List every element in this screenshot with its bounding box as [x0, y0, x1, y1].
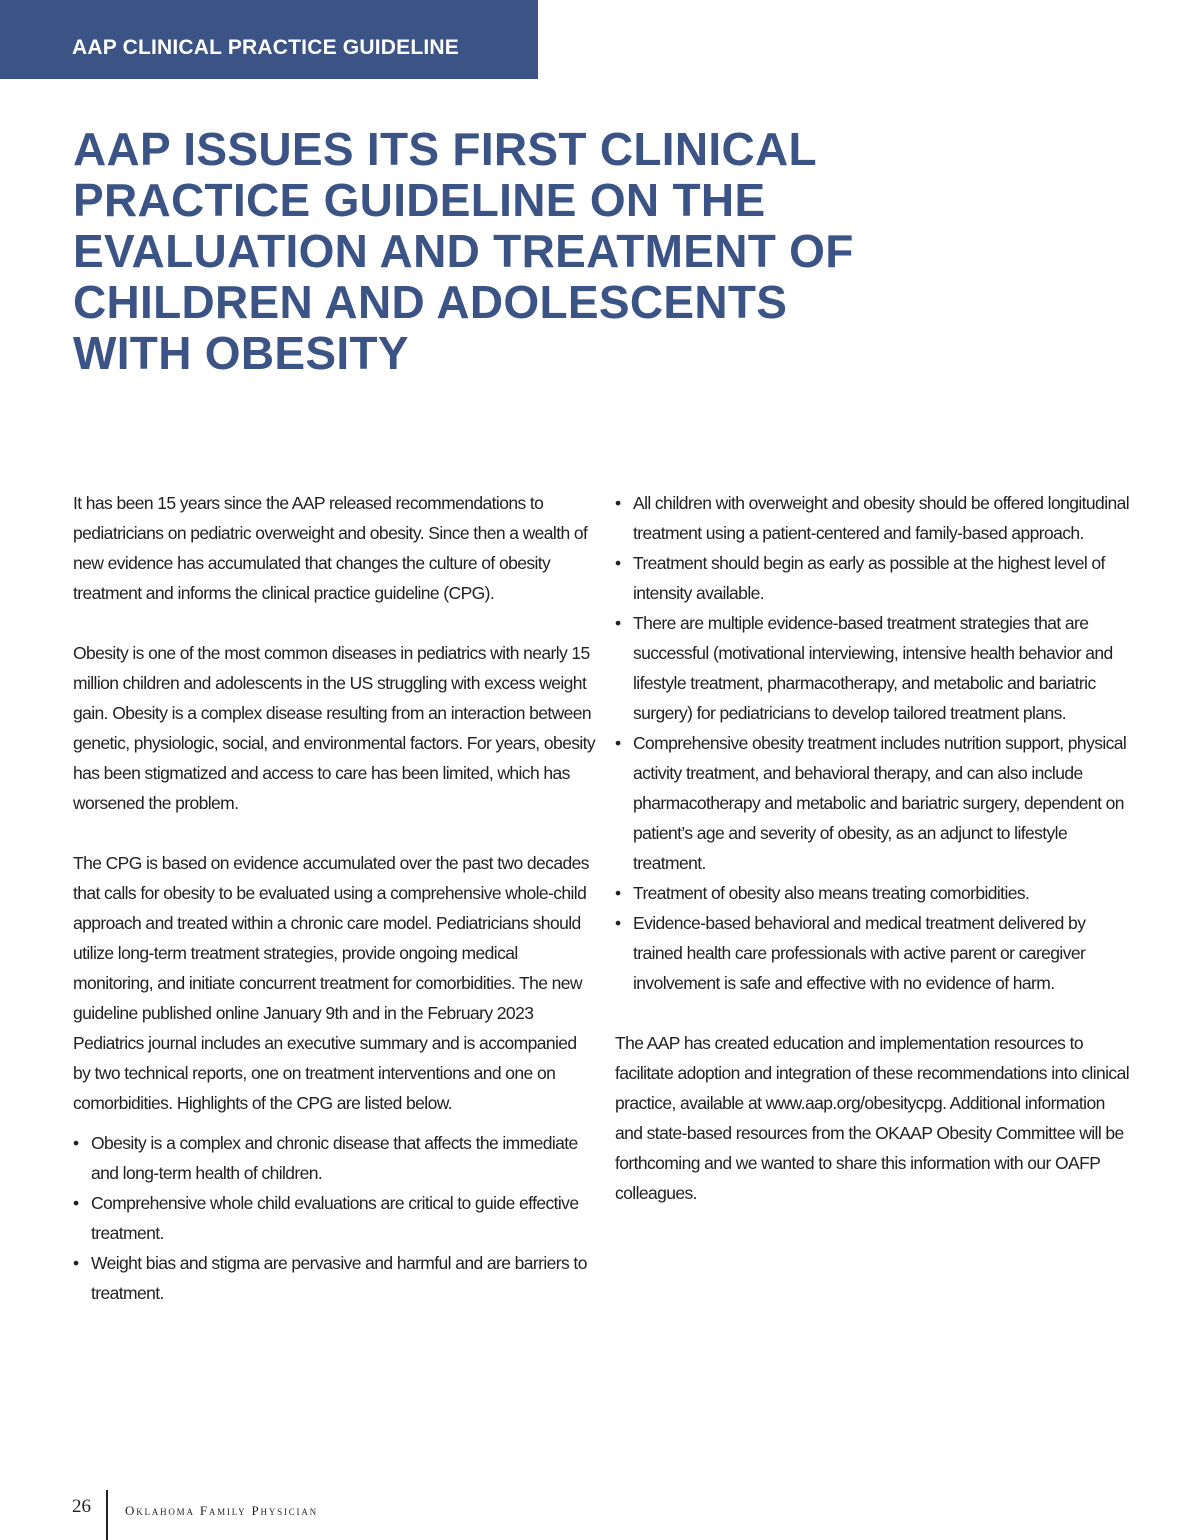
- cpg-paragraph: The CPG is based on evidence accumulated over the past two decades that calls for obesity to be evaluated using a comprehensive whole-child approach and treated within a chronic care model. Pediatricians should utilize long-term treatment strategies, provide ongoing medical monitoring, and initiate concurrent treatment for comorbidities. The new guideline published online January 9th and in the February 2023 Pediatrics journal includes an executive summary and is accompanied by two technical reports, one on treatment interventions and one on comorbidities. Highlights of the CPG are listed below.: [73, 853, 589, 1113]
- bullet-icon: •: [615, 613, 621, 633]
- bullet-icon: •: [615, 493, 621, 513]
- list-item-text: Treatment of obesity also means treating comorbidities.: [633, 883, 1030, 903]
- bullet-icon: •: [615, 913, 621, 933]
- list-item-text: Treatment should begin as early as possible at the highest level of intensity available.: [633, 553, 1105, 603]
- bullet-icon: •: [615, 883, 621, 903]
- article-title: [73, 124, 973, 379]
- list-item: [615, 878, 1135, 908]
- list-item: [73, 1128, 598, 1188]
- list-item: [615, 908, 1135, 998]
- right-column: [615, 488, 1135, 1238]
- publication-name: Oklahoma Family Physician: [125, 1503, 318, 1518]
- bullet-icon: •: [73, 1253, 79, 1273]
- list-item: [615, 608, 1135, 728]
- obesity-paragraph: Obesity is one of the most common diseases in pediatrics with nearly 15 million children and adolescents in the US struggling with excess weight gain. Obesity is a complex disease resulting from an interaction between genetic, physiologic, social, and environmental factors. For years, obesity has been stigmatized and access to care has been limited, which has worsened the problem.: [73, 643, 596, 813]
- footer-divider: [106, 1490, 108, 1540]
- section-label: AAP CLINICAL PRACTICE GUIDELINE: [72, 36, 459, 59]
- bullet-icon: •: [615, 553, 621, 573]
- title-line: AAP ISSUES ITS FIRST CLINICAL: [73, 123, 817, 175]
- list-item: [615, 488, 1135, 548]
- highlights-list: [73, 1128, 598, 1308]
- highlights-list-continued: [615, 488, 1135, 998]
- resources-paragraph: The AAP has created education and implementation resources to facilitate adoption and integration of these recommendations into clinical practice, available at www.aap.org/obesitycpg. Additional information and state-based resources from the OKAAP Obesity Committee will be forthcoming and we wanted to share this information with our OAFP colleagues.: [615, 1033, 1129, 1203]
- list-item: [615, 728, 1135, 878]
- bullet-icon: •: [73, 1133, 79, 1153]
- title-line: CHILDREN AND ADOLESCENTS: [73, 276, 788, 328]
- list-item-text: Comprehensive obesity treatment includes nutrition support, physical activity treatment, and behavioral therapy, and can also include pharmacotherapy and metabolic and bariatric surgery, dependent on patient’s age and severity of obesity, as an adjunct to lifestyle treatment.: [633, 733, 1127, 873]
- intro-paragraph: It has been 15 years since the AAP released recommendations to pediatricians on pediatric overweight and obesity. Since then a wealth of new evidence has accumulated that changes the culture of obesity treatment and informs the clinical practice guideline (CPG).: [73, 493, 588, 603]
- left-column: [73, 488, 598, 1308]
- title-line: PRACTICE GUIDELINE ON THE: [73, 174, 766, 226]
- page-number: 26: [72, 1496, 91, 1517]
- list-item-text: Obesity is a complex and chronic disease that affects the immediate and long-term health of children.: [91, 1133, 578, 1183]
- bullet-icon: •: [615, 733, 621, 753]
- list-item: [615, 548, 1135, 608]
- list-item-text: Evidence-based behavioral and medical treatment delivered by trained health care professionals with active parent or caregiver involvement is safe and effective with no evidence of harm.: [633, 913, 1086, 993]
- title-line: EVALUATION AND TREATMENT OF: [73, 225, 854, 277]
- list-item: [73, 1248, 598, 1308]
- title-line: WITH OBESITY: [73, 327, 409, 379]
- bullet-icon: •: [73, 1193, 79, 1213]
- list-item-text: Weight bias and stigma are pervasive and harmful and are barriers to treatment.: [91, 1253, 587, 1303]
- list-item-text: Comprehensive whole child evaluations are critical to guide effective treatment.: [91, 1193, 579, 1243]
- list-item: [73, 1188, 598, 1248]
- list-item-text: There are multiple evidence-based treatment strategies that are successful (motivational interviewing, intensive health behavior and lifestyle treatment, pharmacotherapy, and metabolic and bariatric surgery) for pediatricians to develop tailored treatment plans.: [633, 613, 1113, 723]
- section-banner: [0, 0, 538, 79]
- list-item-text: All children with overweight and obesity should be offered longitudinal treatment using a patient-centered and family-based approach.: [633, 493, 1130, 543]
